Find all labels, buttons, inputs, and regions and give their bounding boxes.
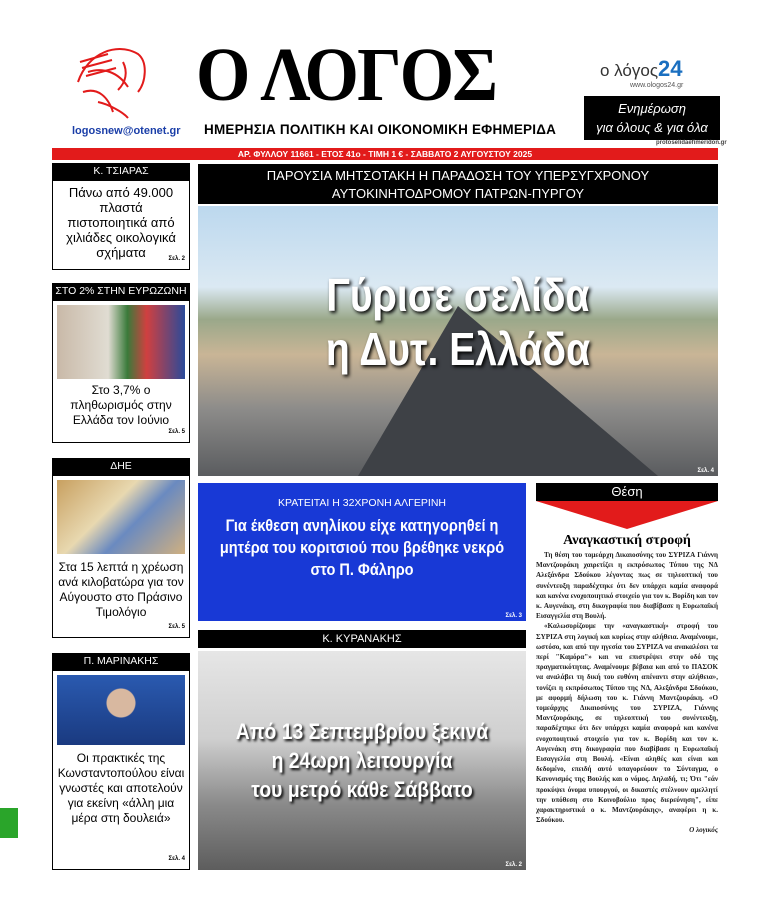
- page-ref: Σελ. 5: [168, 429, 185, 435]
- page-ref: Σελ. 2: [168, 256, 185, 262]
- ologos24-logo[interactable]: [600, 56, 683, 82]
- masthead-subtitle: ΗΜΕΡΗΣΙΑ ΠΟΛΙΤΙΚΗ ΚΑΙ ΟΙΚΟΝΟΜΙΚΗ ΕΦΗΜΕΡΙΔΑ: [204, 122, 557, 137]
- metro-headline: Από 13 Σεπτεμβρίου ξεκινά η 24ωρη λειτουργία του μετρό κάθε Σάββατο: [235, 719, 489, 802]
- metro-story[interactable]: [198, 651, 526, 870]
- tagline-line1: Ενημέρωση: [618, 101, 686, 116]
- thesi-signature: Ο λογικός: [689, 826, 718, 835]
- supermarket-photo: [57, 305, 185, 379]
- email-link[interactable]: logosnew@otenet.gr: [72, 125, 181, 137]
- issue-bar: ΑΡ. ΦΥΛΛΟΥ 11661 - ΕΤΟΣ 41ο - ΤΙΜΗ 1 € - ΣΑΒΒΑΤΟ 2 ΑΥΓΟΥΣΤΟΥ 2025: [52, 148, 718, 160]
- left-head-4: Π. ΜΑΡΙΝΑΚΗΣ: [52, 653, 190, 670]
- logo-figure-icon: [68, 42, 158, 120]
- masthead-title: Ο ΛΟΓΟΣ: [196, 33, 497, 117]
- ologos24-text: ο λόγος: [600, 61, 659, 80]
- source-watermark: protoselidaefimeridon.gr: [656, 140, 727, 146]
- lead-headline: Γύρισε σελίδα η Δυτ. Ελλάδα: [325, 269, 591, 375]
- page-ref: Σελ. 4: [168, 856, 185, 862]
- red-triangle-icon: [536, 501, 718, 529]
- left-head-2: ΣΤΟ 2% ΣΤΗΝ ΕΥΡΩΖΩΝΗ: [52, 283, 190, 300]
- metro-kicker: Κ. ΚΥΡΑΝΑΚΗΣ: [198, 630, 526, 648]
- thesi-label: Θέση: [536, 483, 718, 501]
- left-story-4[interactable]: [52, 670, 190, 870]
- page-ref: Σελ. 3: [505, 613, 522, 619]
- blue-headline: Για έκθεση ανηλίκου είχε κατηγορηθεί η μητέρα του κοριτσιού που βρέθηκε νεκρό στο Π. Φάληρο: [219, 517, 505, 579]
- left-story-2[interactable]: [52, 300, 190, 443]
- thesi-title: Αναγκαστική στροφή: [563, 533, 691, 548]
- story-text: Πάνω από 49.000 πλαστά πιστοποιητικά από χιλιάδες οικολογικά σχήματα: [66, 185, 176, 260]
- lead-story[interactable]: [198, 206, 718, 476]
- left-story-1[interactable]: [52, 180, 190, 270]
- thesi-paragraph: Τη θέση του τομεάρχη Δικαιοσύνης του ΣΥΡΙΖΑ Γιάννη Μαντζουράκη χαιρετίζει η εκπρόσωπος Τύπου της ΝΔ Αλεξάνδρα Σδούκου λέγοντας πως σε τηλεοπτική του συνέντευξη παραδέχτηκε ότι δεν υπάρχει καμία αναφορά και κανένα ενοχοποιητικό στοιχείο για τον κ. Βορίδη και τον κ. Αυγενάκη, στη δικογραφία που διαβίβασε η Ευρωπαϊκή Εισαγγελία στη Βουλή.: [536, 551, 718, 621]
- left-head-1: Κ. ΤΣΙΑΡΑΣ: [52, 163, 190, 180]
- green-marker: [0, 808, 18, 838]
- page-ref: Σελ. 5: [168, 624, 185, 630]
- story-text: Στο 3,7% ο πληθωρισμός στην Ελλάδα τον Ιούνιο: [70, 383, 172, 427]
- thesi-paragraph: «Καλωσορίζουμε την «αναγκαστική» στροφή του ΣΥΡΙΖΑ στη λογική και κυρίως στην αλήθεια. Αναμένουμε, ωστόσο, και από την ηγεσία του ΣΥΡΙΖΑ να ανακαλέσει τα περί "Καμόρα"» και να επιστρέψει στην οδό της πραγματικότητας. Αναμένουμε βέβαια και από το ΠΑΣΟΚ να αναλάβει τη δική του ευθύνη απέναντι στην αλήθεια», τονίζει η εκπρόσωπος Τύπου της ΝΔ, Αλεξάνδρα Σδούκου, με αφορμή δήλωση του κ. Γιάννη Μαντζουράκη. «Ο τομεάρχης Δικαιοσύνης του ΣΥΡΙΖΑ, Γιάννης Μαντζουράκης, σε τηλεοπτική του συνέντευξη, παραδέχτηκε ότι δεν υπάρχει καμία αναφορά και κανένα ενοχοποιητικό στοιχείο για τον κ. Βορίδη και τον κ. Αυγενάκη στη δικογραφία που διαβίβασε η Ευρωπαϊκή Εισαγγελία στη Βουλή. «Είναι αληθές και είναι και δεδομένο, επειδή αυτό υπαγορεύουν το Σύνταγμα, ο Κανονισμός της Βουλής και ο νόμος. Δηλαδή, τι; Ότι "εάν προκύψει όνομα υπουργού, οι δικαστές στέλνουν αμελλητί την υπόθεση στο Κοινοβούλιο προς διερεύνηση", είπε χαρακτηριστικά ο κ. Μαντζουράκης», αναφέρει η κ. Σδούκου.: [536, 622, 718, 825]
- page-ref: Σελ. 4: [697, 468, 714, 474]
- left-story-3[interactable]: [52, 475, 190, 638]
- blue-story[interactable]: [198, 483, 526, 621]
- left-head-3: ΔΗΕ: [52, 458, 190, 475]
- banknotes-photo: [57, 480, 185, 554]
- ologos24-num: 24: [658, 56, 683, 81]
- lead-kicker: ΠΑΡΟΥΣΙΑ ΜΗΤΣΟΤΑΚΗ Η ΠΑΡΑΔΟΣΗ ΤΟΥ ΥΠΕΡΣΥΓΧΡΟΝΟΥ ΑΥΤΟΚΙΝΗΤΟΔΡΟΜΟΥ ΠΑΤΡΩΝ-ΠΥΡΓΟΥ: [198, 164, 718, 204]
- marinakis-photo: [57, 675, 185, 745]
- ologos24-url[interactable]: www.ologos24.gr: [630, 82, 684, 89]
- tagline-line2: για όλους & για όλα: [596, 120, 708, 135]
- story-text: Στα 15 λεπτά η χρέωση ανά κιλοβατώρα για τον Αύγουστο στο Πράσινο Τιμολόγιο: [58, 560, 184, 619]
- blue-kicker: ΚΡΑΤΕΙΤΑΙ Η 32ΧΡΟΝΗ ΑΛΓΕΡΙΝΗ: [277, 497, 446, 509]
- story-text: Οι πρακτικές της Κωνσταντοπούλου είναι γνωστές και αποτελούν για εκείνη «άλλη μια μέρα στη δουλειά»: [57, 751, 185, 825]
- page-ref: Σελ. 2: [505, 862, 522, 868]
- thesi-body: [536, 550, 718, 836]
- tagline-box: [584, 96, 720, 140]
